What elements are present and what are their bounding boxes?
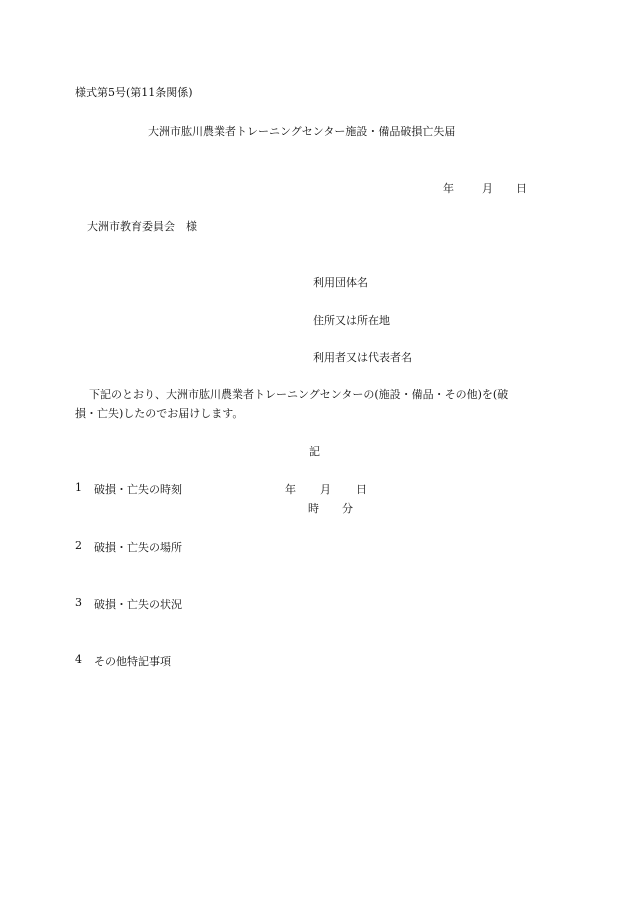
address-label: 住所又は所在地	[313, 314, 390, 327]
date-year-label: 年	[443, 182, 454, 195]
item-3-label: 破損・亡失の状況	[94, 598, 182, 611]
item-2-number: 2	[75, 539, 82, 552]
date-month-label: 月	[482, 182, 493, 195]
time-hour-label: 時	[308, 502, 319, 515]
body-text-line-1: 下記のとおり、大洲市肱川農業者トレーニングセンターの(施設・備品・その他)を(破	[89, 388, 509, 401]
addressee: 大洲市教育委員会 様	[87, 220, 197, 233]
item-1-label: 破損・亡失の時刻	[94, 483, 182, 496]
form-title: 大洲市肱川農業者トレーニングセンター施設・備品破損亡失届	[148, 125, 456, 138]
date-day-label: 日	[516, 182, 527, 195]
time-month-label: 月	[320, 483, 331, 496]
time-minute-label: 分	[342, 502, 353, 515]
item-2-label: 破損・亡失の場所	[94, 541, 182, 554]
item-4-number: 4	[75, 653, 82, 666]
representative-label: 利用者又は代表者名	[313, 351, 412, 364]
org-name-label: 利用団体名	[313, 276, 368, 289]
body-text-line-2: 損・亡失)したのでお届けします。	[75, 407, 244, 420]
item-4-label: その他特記事項	[94, 655, 171, 668]
time-day-label: 日	[356, 483, 367, 496]
item-3-number: 3	[75, 596, 82, 609]
item-1-number: 1	[75, 481, 82, 494]
form-number: 様式第5号(第11条関係)	[75, 86, 193, 99]
ki-heading: 記	[309, 445, 320, 458]
time-year-label: 年	[285, 483, 296, 496]
